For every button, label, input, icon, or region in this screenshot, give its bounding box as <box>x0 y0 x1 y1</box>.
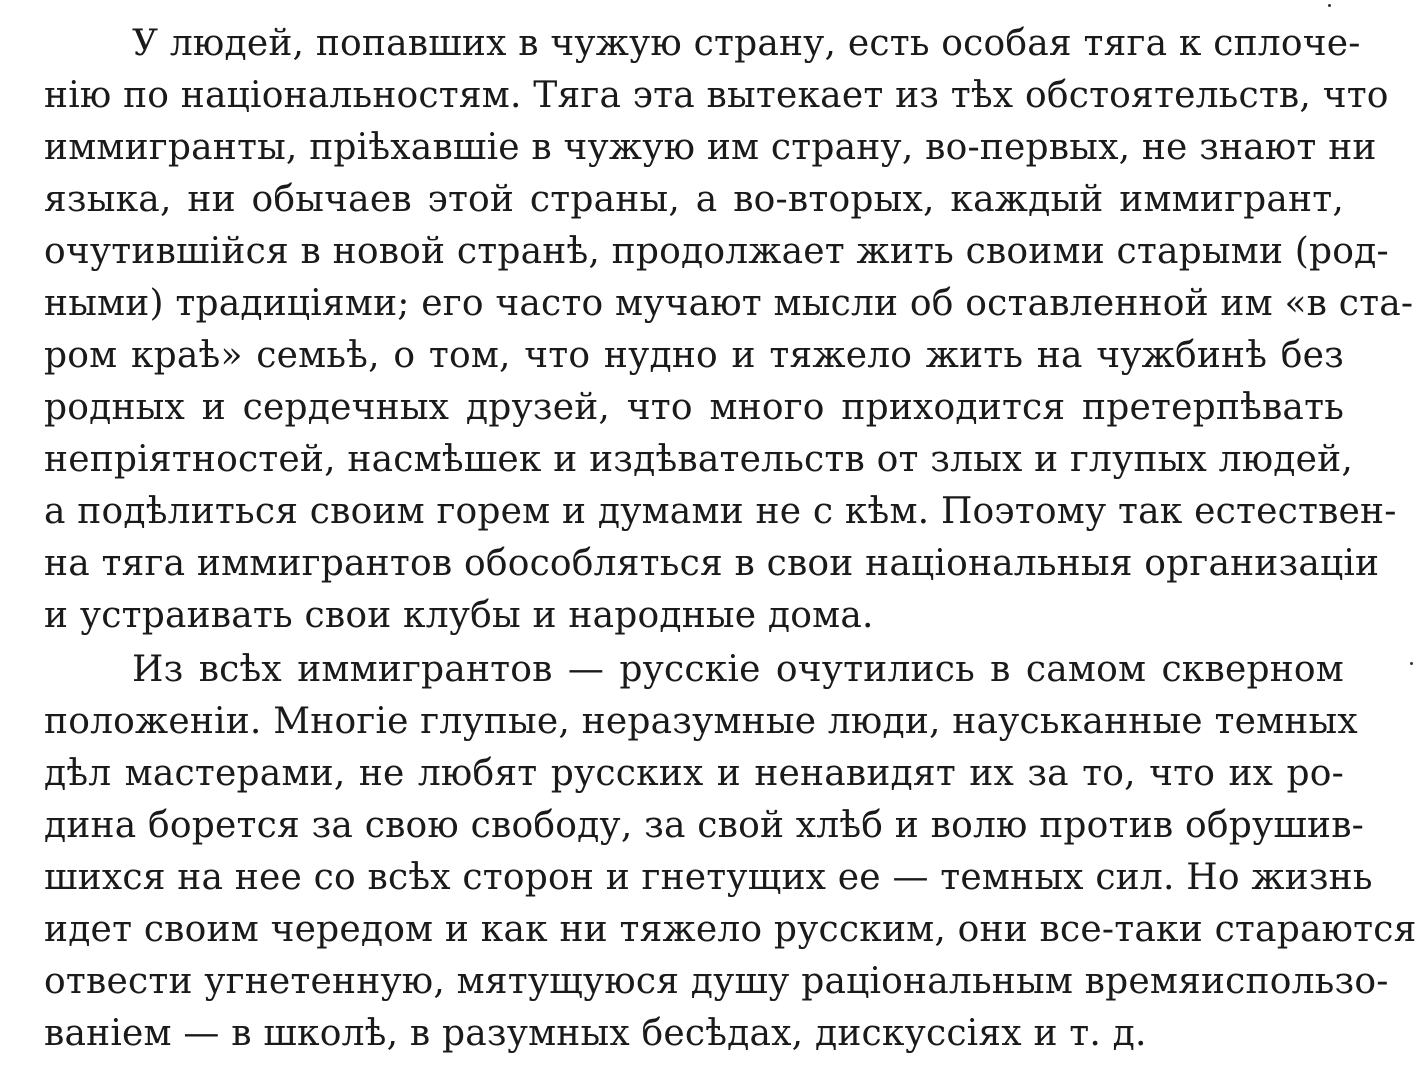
paragraph-1-line-6: ными) традиціями; его часто мучают мысли об оставленной им «в ста- <box>44 283 1414 324</box>
print-speck <box>1328 4 1331 7</box>
paragraph-1-line-10: а подѣлиться своим горем и думами не с кѣм. Поэтому так естествен- <box>44 491 1397 532</box>
paragraph-1-line-11: на тяга иммигрантов обособляться в свои національныя организаціи <box>44 543 1380 584</box>
paragraph-1-line-8: родных и сердечных друзей, что много приходится претерпѣвать <box>44 387 1344 428</box>
print-speck <box>1410 662 1413 665</box>
paragraph-2-line-1: Из всѣх иммигрантов — русскіе очутились в самом скверном <box>132 649 1344 690</box>
paragraph-1-line-5: очутившійся в новой странѣ, продолжает жить своими старыми (род- <box>44 231 1389 272</box>
paragraph-1-line-2: нію по національностям. Тяга эта вытекает из тѣх обстоятельств, что <box>44 75 1389 116</box>
paragraph-1-line-4: языка, ни обычаев этой страны, а во-вторых, каждый иммигрант, <box>44 179 1344 220</box>
paragraph-2-line-4: дина борется за свою свободу, за свой хлѣб и волю против обрушив- <box>44 805 1365 846</box>
paragraph-1-line-3: иммигранты, пріѣхавшіе в чужую им страну, во-первых, не знают ни <box>44 127 1377 168</box>
paragraph-2-line-7: отвести угнетенную, мятущуюся душу раціональным времяиспользо- <box>44 961 1389 1002</box>
paragraph-1-line-7: ром краѣ» семьѣ, о том, что нудно и тяжело жить на чужбинѣ без <box>44 335 1344 376</box>
paragraph-1-line-9: непріятностей, насмѣшек и издѣвательств от злых и глупых людей, <box>44 439 1354 480</box>
paragraph-2-line-3: дѣл мастерами, не любят русских и ненавидят их за то, что их ро- <box>44 753 1344 794</box>
paragraph-2-line-5: шихся на нее со всѣх сторон и гнетущих ее — темных сил. Но жизнь <box>44 857 1373 898</box>
paragraph-2-line-6: идет своим чередом и как ни тяжело русским, они все-таки стараются <box>44 909 1417 950</box>
paragraph-1-line-1: У людей, попавших в чужую страну, есть особая тяга к сплоче- <box>132 23 1361 64</box>
paragraph-2-line-2: положеніи. Многіе глупые, неразумные люди, науськанные темных <box>44 701 1358 742</box>
paragraph-2-line-8: ваніем — в школѣ, в разумных бесѣдах, дискуссіях и т. д. <box>44 1013 1147 1054</box>
paragraph-1-line-12: и устраивать свои клубы и народные дома. <box>44 595 874 636</box>
